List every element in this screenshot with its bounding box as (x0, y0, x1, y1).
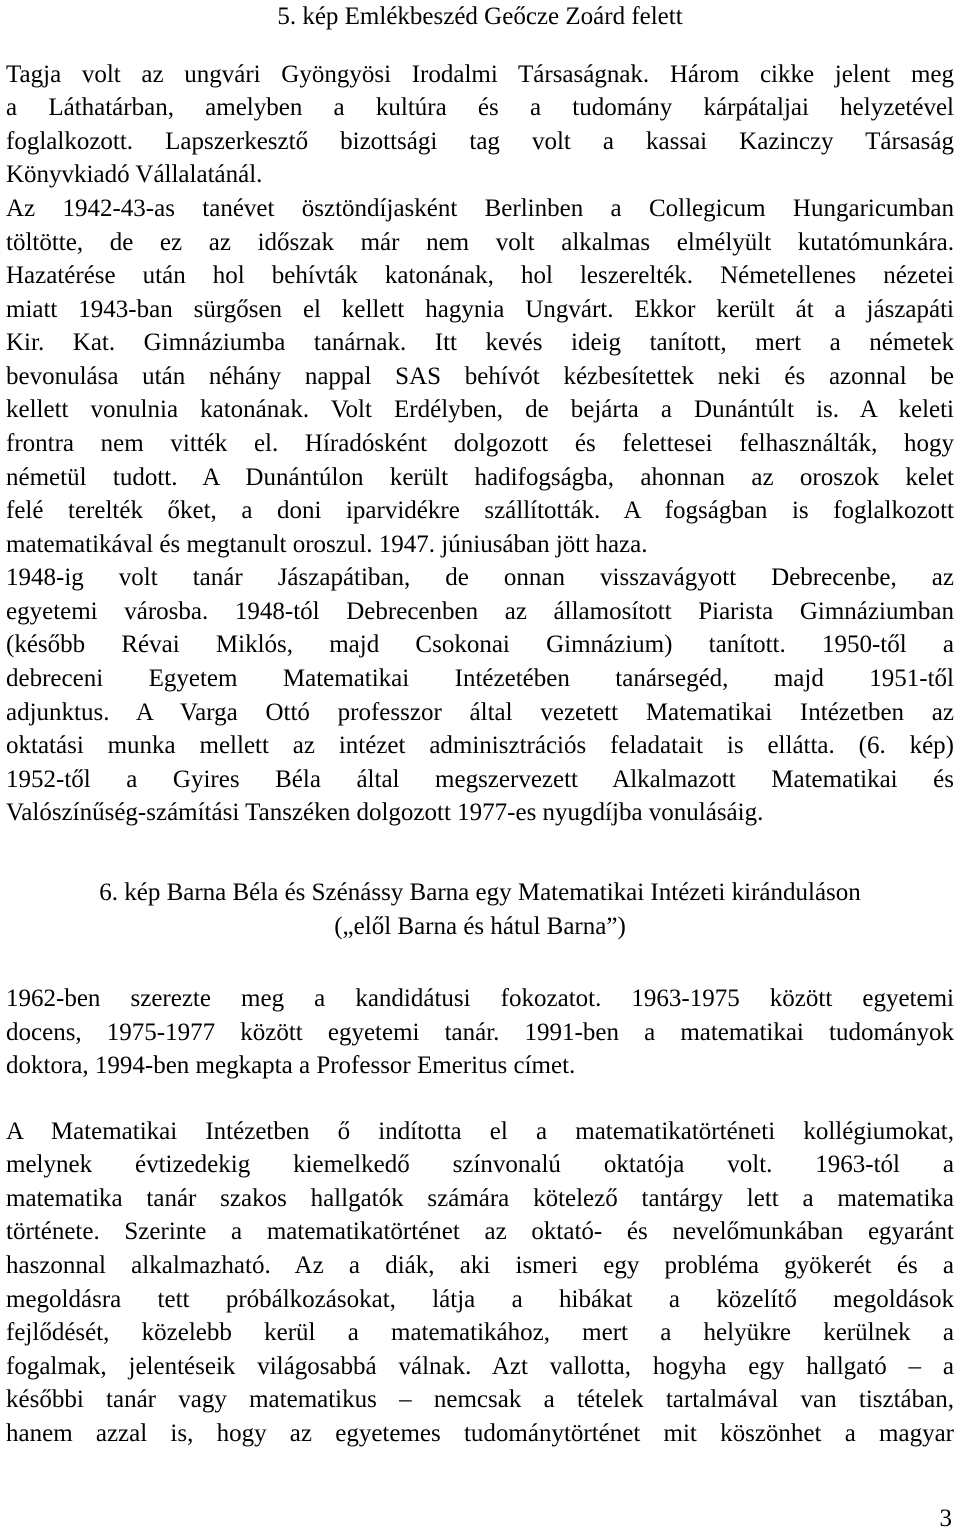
figure-caption-5: 5. kép Emlékbeszéd Geőcze Zoárd felett (277, 3, 683, 30)
text-line: melynek évtizedekig kiemelkedő színvonalú oktatója volt. 1963-tól a (6, 1151, 954, 1178)
figure-caption-6-subtitle: („elől Barna és hátul Barna”) (334, 913, 626, 940)
text-line: későbbi tanár vagy matematikus – nemcsak a tételek tartalmával van tisztában, (6, 1386, 954, 1413)
text-line: megoldásra tett próbálkozásokat, látja a hibákat a közelítő megoldások (6, 1286, 954, 1313)
text-line: 1962-ben szerezte meg a kandidátusi fokozatot. 1963-1975 között egyetemi (6, 985, 954, 1012)
text-line: a Láthatárban, amelyben a kultúra és a tudomány kárpátaljai helyzetével (6, 94, 954, 121)
text-line: Valószínűség-számítási Tanszéken dolgozott 1977-es nyugdíjba vonulásáig. (6, 799, 764, 826)
text-line: Az 1942-43-as tanévet ösztöndíjasként Berlinben a Collegicum Hungaricumban (6, 195, 954, 222)
text-line: hanem azzal is, hogy az egyetemes tudománytörténet mit köszönhet a magyar (6, 1420, 954, 1447)
text-line: debreceni Egyetem Matematikai Intézetében tanársegéd, majd 1951-től (6, 665, 954, 692)
text-line: miatt 1943-ban sürgősen el kellett hagynia Ungvárt. Ekkor került át a jászapáti (6, 296, 954, 323)
text-line: matematikával és megtanult oroszul. 1947. júniusában jött haza. (6, 531, 648, 558)
text-line: Könyvkiadó Vállalatánál. (6, 161, 263, 188)
text-line: (később Révai Miklós, majd Csokonai Gimnázium) tanított. 1950-től a (6, 631, 954, 658)
text-line: fejlődését, közelebb kerül a matematikához, mert a helyükre kerülnek a (6, 1319, 954, 1346)
text-line: Kir. Kat. Gimnáziumba tanárnak. Itt kevés ideig tanított, mert a németek (6, 329, 954, 356)
text-line: Tagja volt az ungvári Gyöngyösi Irodalmi Társaságnak. Három cikke jelent meg (6, 61, 954, 88)
text-line: haszonnal alkalmazható. Az a diák, aki ismeri egy probléma gyökerét és a (6, 1252, 954, 1279)
text-line: oktatási munka mellett az intézet adminisztrációs feladatait is ellátta. (6. kép) (6, 732, 954, 759)
text-line: frontra nem vitték el. Híradósként dolgozott és felettesei felhasználták, hogy (6, 430, 954, 457)
text-line: Hazatérése után hol behívták katonának, hol leszerelték. Németellenes nézetei (6, 262, 954, 289)
text-line: bevonulása után néhány nappal SAS behívót kézbesítettek neki és azonnal be (6, 363, 954, 390)
text-line: kellett vonulnia katonának. Volt Erdélyben, de bejárta a Dunántúlt is. A keleti (6, 396, 954, 423)
figure-caption-6: 6. kép Barna Béla és Szénássy Barna egy Matematikai Intézeti kiránduláson (99, 879, 861, 906)
text-line: németül tudott. A Dunántúlon került hadifogságba, ahonnan az oroszok kelet (6, 464, 954, 491)
text-line: docens, 1975-1977 között egyetemi tanár. 1991-ben a matematikai tudományok (6, 1019, 954, 1046)
text-line: 1948-ig volt tanár Jászapátiban, de onnan visszavágyott Debrecenbe, az (6, 564, 954, 591)
text-line: doktora, 1994-ben megkapta a Professor Emeritus címet. (6, 1052, 576, 1079)
text-line: története. Szerinte a matematikatörténet az oktató- és nevelőmunkában egyaránt (6, 1218, 954, 1245)
text-line: felé terelték őket, a doni iparvidékre szállították. A fogságban is foglalkozott (6, 497, 954, 524)
page-number: 3 (939, 1505, 952, 1532)
text-line: A Matematikai Intézetben ő indította el a matematikatörténeti kollégiumokat, (6, 1118, 954, 1145)
text-line: matematika tanár szakos hallgatók számára kötelező tantárgy lett a matematika (6, 1185, 954, 1212)
text-line: töltötte, de ez az időszak már nem volt alkalmas elmélyült kutatómunkára. (6, 229, 954, 256)
text-line: egyetemi városba. 1948-tól Debrecenben az államosított Piarista Gimnáziumban (6, 598, 954, 625)
text-line: foglalkozott. Lapszerkesztő bizottsági tag volt a kassai Kazinczy Társaság (6, 128, 954, 155)
text-line: fogalmak, jelentéseik világosabbá válnak. Azt vallotta, hogyha egy hallgató – a (6, 1353, 954, 1380)
text-line: adjunktus. A Varga Ottó professzor által vezetett Matematikai Intézetben az (6, 699, 954, 726)
text-line: 1952-től a Gyires Béla által megszervezett Alkalmazott Matematikai és (6, 766, 954, 793)
